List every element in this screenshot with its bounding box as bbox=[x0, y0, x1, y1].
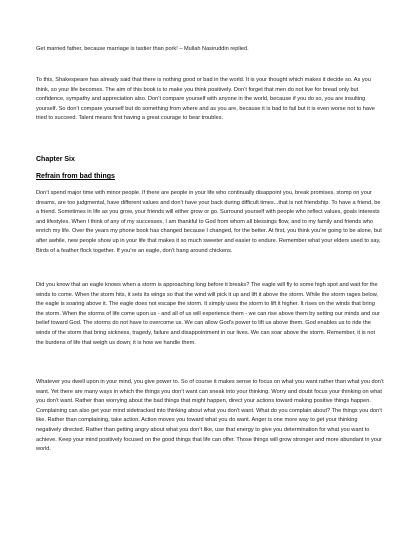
paragraph-mullah-quote: Get married father, because marriage is tastier than pork! – Mullah Nasiruddin replied. bbox=[36, 46, 249, 52]
paragraph-minor-people: Don’t spend major time with minor people. If there are people in your life who continually disappoint you, break promises, stomp on your dreams, are too judgmental, have different values and don’t have your back during difficult times...that is not friendship. To have a friend, be a friend. Sometimes in life as you grow, your friends will either grow or go. Surround yourself with people who reflect values, goals interests and lifestyles. When I think of any of my successes, I am thankful to God from whom all blessings flow, and to my family and friends who enrich my life. Over the years my phone book has changed because I changed, for the better. At first, you think you’re going to be alone, but after awhile, new people show up in your life that makes it so much sweeter and easier to endure. Remember what your elders used to say, Birds of a feather flock together. If you’re an eagle, don’t hang around chickens. bbox=[36, 190, 382, 254]
paragraph-eagle: Did you know that an eagle knows when a storm is approaching long before it breaks? The eagle will fly to some high spot and wait for the winds to come. When the storm hits, it sets its wings so that the wind will pick it up and lift it above the storm. While the storm rages below, the eagle is soaring above it. The eagle does not escape the storm. It simply uses the storm to lift it higher. It rises on the winds that bring the storm. When the storms of life come upon us - and all of us will experience them - we can rise above them by setting our minds and our belief toward God. The storms do not have to overcome us. We can allow God’s power to lift us above them. God enables us to ride the winds of the storm that bring sickness, tragedy, failure and disappointment in our lives. We can soar above the storm. Remember, it is not the burdens of life that weigh us down; it is how we handle them. bbox=[36, 282, 380, 346]
section-heading: Refrain from bad things bbox=[36, 173, 115, 180]
paragraph-dwell-mind: Whatever you dwell upon in your mind, you give power to. So of course it makes sense to focus on what you want rather than what you don’t want. Yet there are many ways in which the things you don’t want can sneak into your thinking. Worry and doubt focus your thinking on what you don’t want. Rather than worrying about the bad things that might happen, direct your actions toward making positive things happen. Complaining can also get your mind sidetracked into thinking about what you don’t want. What do you complain about? The things you don’t like. Rather than complaining, take action. Action moves you toward what you do want. Anger is one more way to get your thinking negatively directed. Rather than getting angry about what you don’t like, use that energy to give you determination for what you want to achieve. Keep your mind positively focused on the good things that life can offer. Those things will grow stronger and more abundant in your world. bbox=[36, 379, 384, 453]
chapter-heading: Chapter Six bbox=[36, 156, 75, 163]
paragraph-shakespeare: To this, Shakespeare has already said that there is nothing good or bad in the world. It is your thought which makes it decide so. As you think, so your life becomes. The aim of this book is to make you think positively. Don’t forget that men do not live for bread only but confidence, sympathy and appreciation also. Don’t compare yourself with anyone in the world, because if you do so, you are insulting yourself. So don’t compare yourself but do something from where and as you are, because it is bad to fail but it is even worse not to have tried to succeed. Talent means first having a great courage to bear troubles. bbox=[36, 77, 375, 122]
